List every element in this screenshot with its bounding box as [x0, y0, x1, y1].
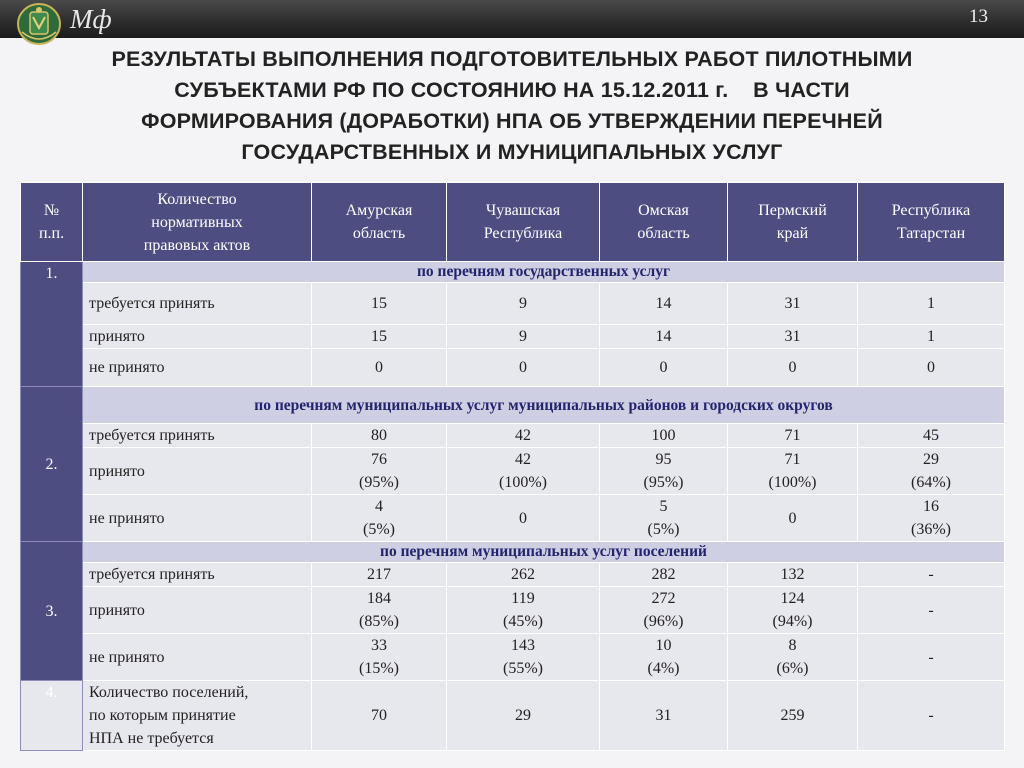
cell-value: 70: [312, 681, 447, 751]
cell-value: 15: [312, 283, 447, 325]
row-label: принято: [83, 325, 312, 349]
cell-value: -: [858, 563, 1005, 587]
title-line: ГОСУДАРСТВЕННЫХ И МУНИЦИПАЛЬНЫХ УСЛУГ: [241, 140, 783, 164]
title-line: РЕЗУЛЬТАТЫ ВЫПОЛНЕНИЯ ПОДГОТОВИТЕЛЬНЫХ РАБОТ ПИЛОТНЫМИ: [111, 47, 913, 71]
row-label: не принято: [83, 349, 312, 387]
cell-value: 71 (100%): [728, 448, 858, 495]
cell-value: 184 (85%): [312, 587, 447, 634]
cell-value: 5 (5%): [600, 495, 728, 542]
cell-value: 31: [600, 681, 728, 751]
header-chuvash: Чувашская Республика: [447, 183, 600, 262]
cell-value: 1: [858, 283, 1005, 325]
row-label: принято: [83, 448, 312, 495]
cell-value: 100: [600, 424, 728, 448]
cell-value: 10 (4%): [600, 634, 728, 681]
row-label: Количество поселений, по которым принятие НПА не требуется: [83, 681, 312, 751]
section-title: по перечням муниципальных услуг поселений: [83, 542, 1005, 563]
cell-value: 15: [312, 325, 447, 349]
cell-value: 4 (5%): [312, 495, 447, 542]
cell-value: 262: [447, 563, 600, 587]
cell-value: 0: [728, 495, 858, 542]
table-row: [21, 495, 1005, 542]
cell-value: 95 (95%): [600, 448, 728, 495]
cell-value: 76 (95%): [312, 448, 447, 495]
title-line: ФОРМИРОВАНИЯ (ДОРАБОТКИ) НПА ОБ УТВЕРЖДЕНИИ ПЕРЕЧНЕЙ: [141, 109, 883, 133]
row-label: не принято: [83, 634, 312, 681]
results-table: [20, 182, 1005, 751]
cell-value: 9: [447, 325, 600, 349]
row-label: не принято: [83, 495, 312, 542]
table-row: [21, 563, 1005, 587]
row-label: требуется принять: [83, 424, 312, 448]
cell-value: 132: [728, 563, 858, 587]
row-label: принято: [83, 587, 312, 634]
header-num: № п.п.: [21, 183, 83, 262]
cell-value: 42 (100%): [447, 448, 600, 495]
row-label: требуется принять: [83, 563, 312, 587]
cell-value: 259: [728, 681, 858, 751]
cell-value: 33 (15%): [312, 634, 447, 681]
cell-value: 9: [447, 283, 600, 325]
cell-value: -: [858, 681, 1005, 751]
table-row: [21, 448, 1005, 495]
cell-value: 119 (45%): [447, 587, 600, 634]
cell-value: 0: [728, 349, 858, 387]
cell-value: 0: [312, 349, 447, 387]
cell-value: 0: [858, 349, 1005, 387]
header-amur: Амурская область: [312, 183, 447, 262]
section-row: [21, 387, 1005, 424]
header-omsk: Омская область: [600, 183, 728, 262]
cell-value: 31: [728, 283, 858, 325]
table-row: [21, 325, 1005, 349]
cell-value: 217: [312, 563, 447, 587]
table-row: [21, 349, 1005, 387]
section-row: [21, 542, 1005, 563]
cell-value: 42: [447, 424, 600, 448]
title-line: СУБЪЕКТАМИ РФ ПО СОСТОЯНИЮ НА 15.12.2011 г. В ЧАСТИ: [174, 78, 850, 102]
table-header-row: [21, 183, 1005, 262]
cell-value: 0: [600, 349, 728, 387]
cell-value: 272 (96%): [600, 587, 728, 634]
section-number: 1.: [21, 262, 83, 387]
table-row: [21, 587, 1005, 634]
page-title: [20, 44, 1004, 168]
header-acts: Количество нормативных правовых актов: [83, 183, 312, 262]
cell-value: 143 (55%): [447, 634, 600, 681]
page-number: 13: [969, 6, 988, 27]
table-row: [21, 634, 1005, 681]
section-row: [21, 262, 1005, 283]
cell-value: 0: [447, 495, 600, 542]
header-tatarstan: Республика Татарстан: [858, 183, 1005, 262]
cell-value: 282: [600, 563, 728, 587]
header-perm: Пермский край: [728, 183, 858, 262]
section-title: по перечням государственных услуг: [83, 262, 1005, 283]
ministry-emblem-icon: [16, 2, 62, 46]
top-bar: [0, 0, 1024, 38]
cell-value: 8 (6%): [728, 634, 858, 681]
row-label: требуется принять: [83, 283, 312, 325]
cell-value: -: [858, 634, 1005, 681]
section-title: по перечням муниципальных услуг муниципальных районов и городских округов: [83, 387, 1005, 424]
cell-value: 80: [312, 424, 447, 448]
cell-value: 71: [728, 424, 858, 448]
cell-value: 124 (94%): [728, 587, 858, 634]
section-number: 4.: [21, 681, 83, 751]
cell-value: -: [858, 587, 1005, 634]
table-row: [21, 681, 1005, 751]
cell-value: 14: [600, 283, 728, 325]
cell-value: 14: [600, 325, 728, 349]
section-number: 2.: [21, 387, 83, 542]
cell-value: 29 (64%): [858, 448, 1005, 495]
table-row: [21, 283, 1005, 325]
section-number: 3.: [21, 542, 83, 681]
cell-value: 1: [858, 325, 1005, 349]
table-row: [21, 424, 1005, 448]
brand-text: Мф: [70, 4, 112, 34]
cell-value: 29: [447, 681, 600, 751]
cell-value: 0: [447, 349, 600, 387]
cell-value: 45: [858, 424, 1005, 448]
cell-value: 31: [728, 325, 858, 349]
cell-value: 16 (36%): [858, 495, 1005, 542]
